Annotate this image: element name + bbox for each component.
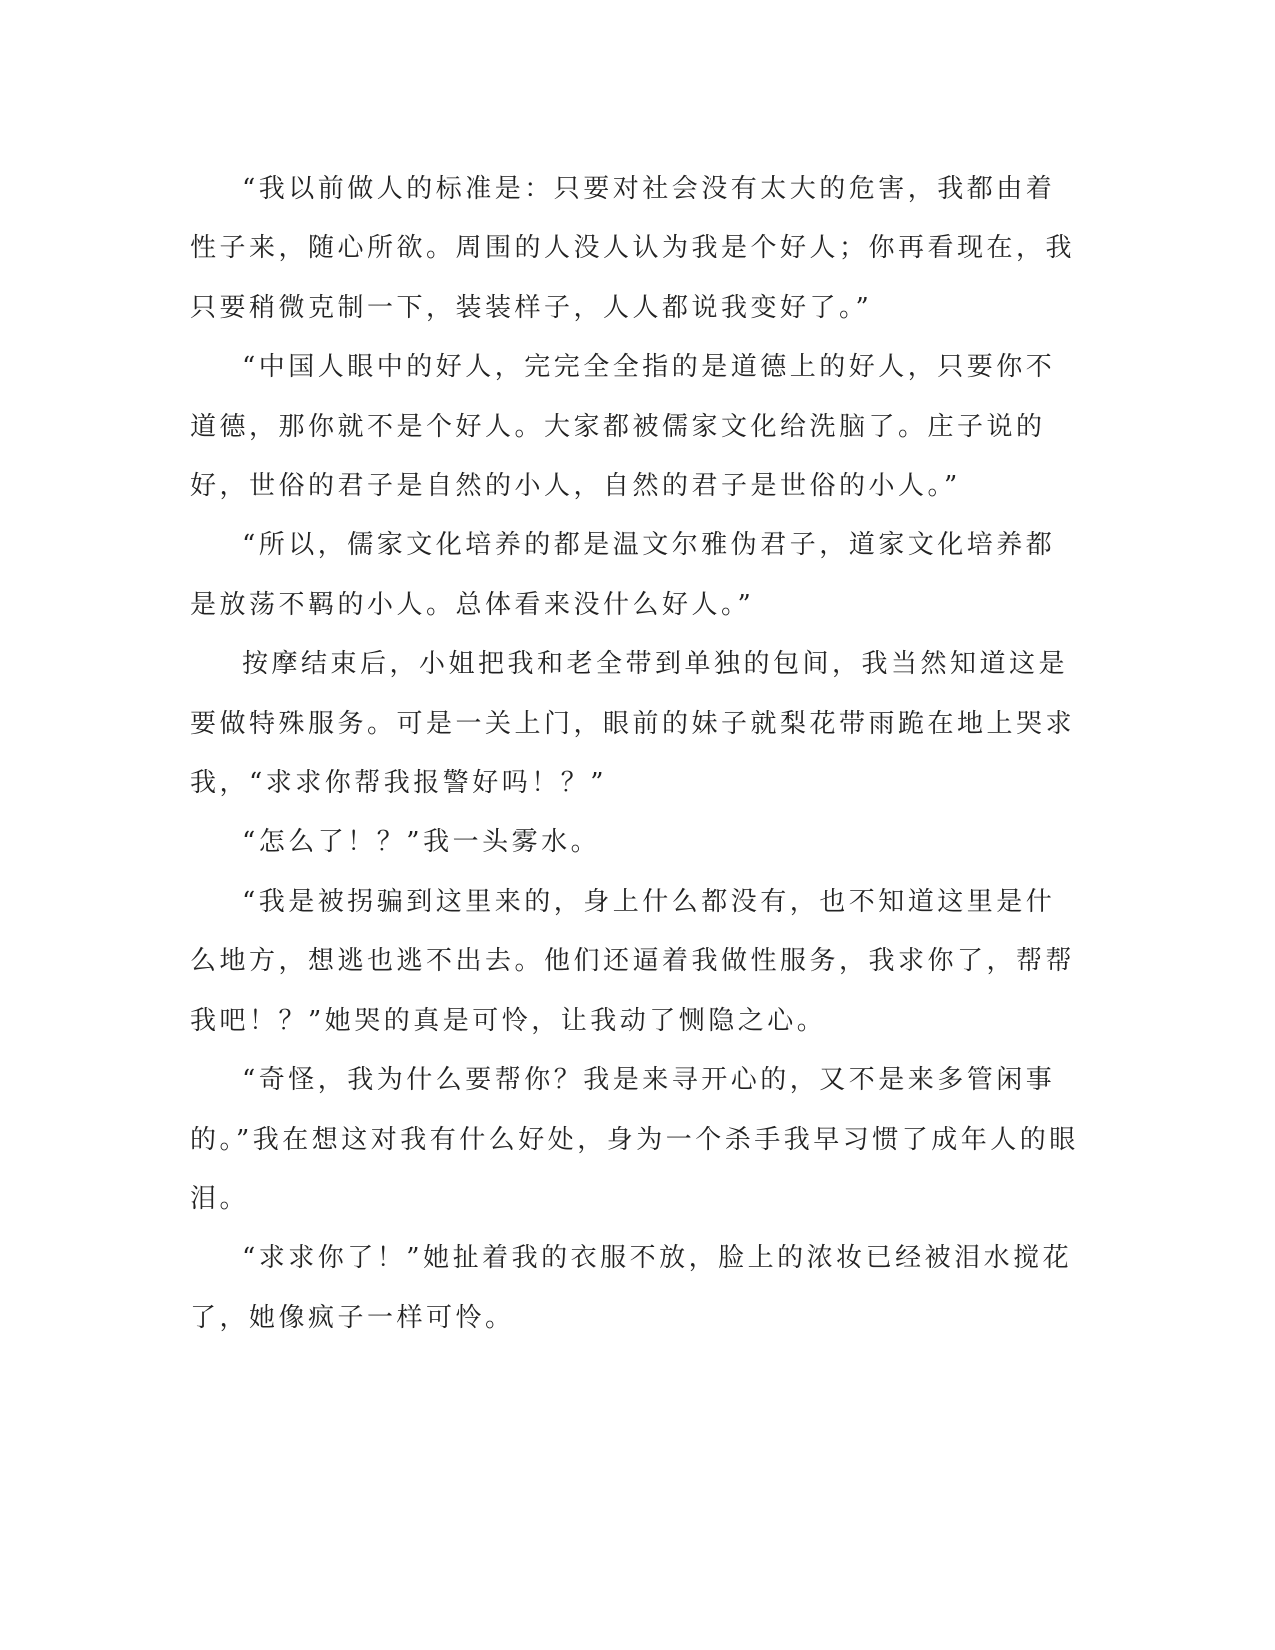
paragraph-2: “中国人眼中的好人，完完全全指的是道德上的好人，只要你不道德，那你就不是个好人。大家都被儒家文化给洗脑了。庄子说的好，世俗的君子是自然的小人，自然的君子是世俗的小人。” (190, 352, 1056, 502)
document-body (190, 160, 1080, 1348)
paragraph-6: “我是被拐骗到这里来的，身上什么都没有，也不知道这里是什么地方，想逃也逃不出去。他们还逼着我做性服务，我求你了，帮帮我吧！？”她哭的真是可怜，让我动了恻隐之心。 (190, 886, 1076, 1036)
paragraph-1: “我以前做人的标准是：只要对社会没有太大的危害，我都由着性子来，随心所欲。周围的人没人认为我是个好人；你再看现在，我只要稍微克制一下，装装样子，人人都说我变好了。” (190, 174, 1076, 323)
paragraph-3: “所以，儒家文化培养的都是温文尔雅伪君子，道家文化培养都是放荡不羁的小人。总体看来没什么好人。” (190, 530, 1056, 620)
paragraph-8: “求求你了！”她扯着我的衣服不放，脸上的浓妆已经被泪水搅花了，她像疯子一样可怜。 (190, 1243, 1073, 1333)
paragraph-5: “怎么了！？”我一头雾水。 (242, 827, 601, 858)
paragraph-7: “奇怪，我为什么要帮你？我是来寻开心的，又不是来多管闲事的。”我在想这对我有什么好处，身为一个杀手我早习惯了成年人的眼泪。 (190, 1065, 1079, 1214)
paragraph-4: 按摩结束后，小姐把我和老全带到单独的包间，我当然知道这是要做特殊服务。可是一关上门，眼前的妹子就梨花带雨跪在地上哭求我，“求求你帮我报警好吗！？” (190, 649, 1076, 799)
